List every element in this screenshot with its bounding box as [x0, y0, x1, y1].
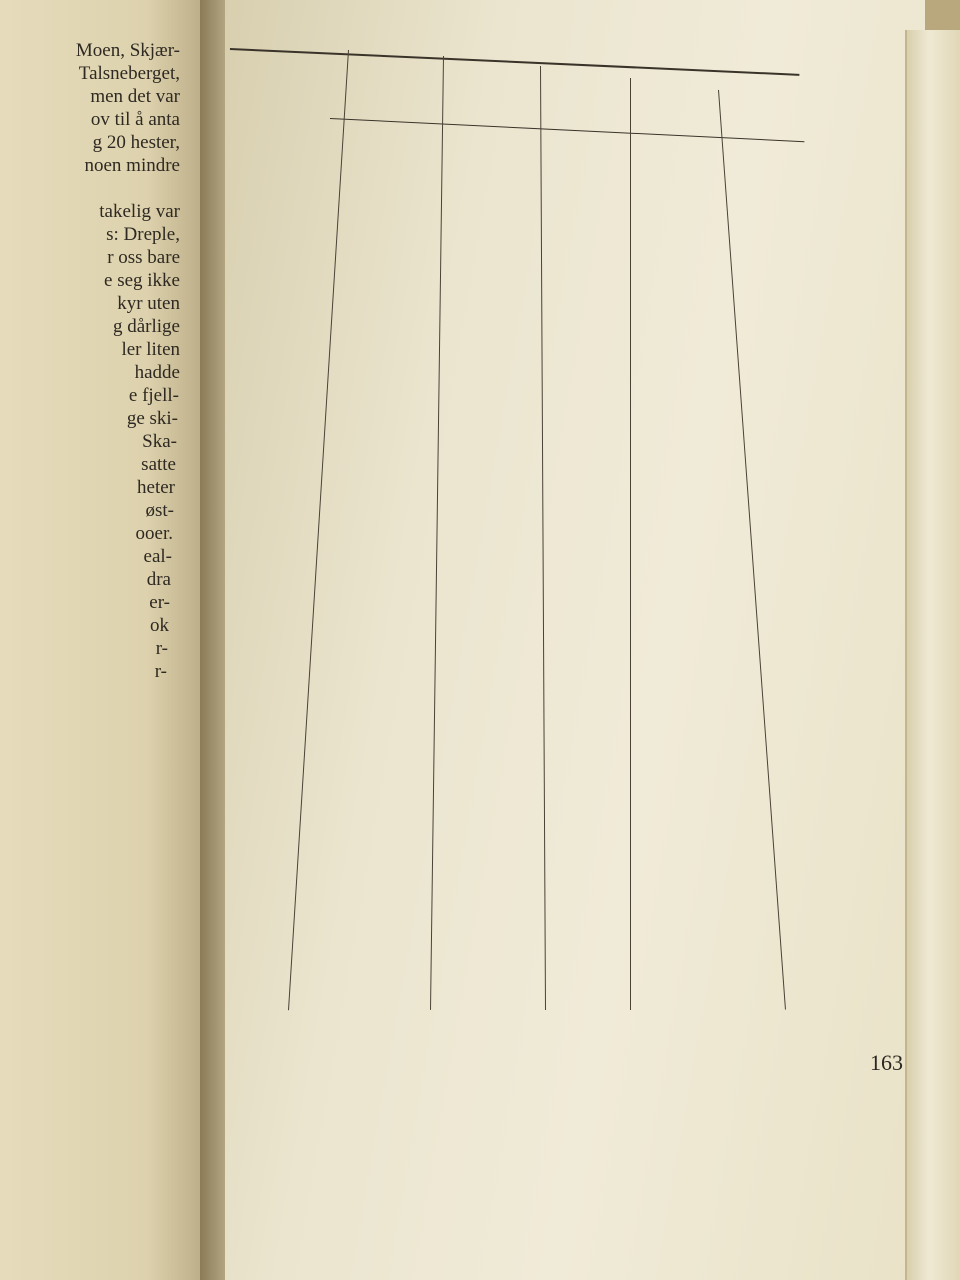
left-page-line: er- [149, 592, 170, 613]
right-page [225, 0, 925, 1280]
left-page-line: ge ski- [126, 408, 178, 429]
left-page-line: men det var [90, 86, 180, 107]
left-page-line: e seg ikke [104, 270, 180, 291]
left-page-line: øst- [145, 500, 174, 521]
left-page-line: g 20 hester, [92, 132, 180, 153]
page-number: 163 [870, 1050, 903, 1075]
page-edge [905, 30, 960, 1280]
left-page-line: g dårlige [112, 316, 180, 337]
left-page-line: Moen, Skjær- [75, 40, 180, 61]
left-page-line: ov til å anta [90, 109, 180, 130]
left-page-line: Talsneberget, [78, 63, 180, 84]
column-divider [630, 78, 631, 1010]
left-page-line: ok [150, 615, 169, 636]
left-page-line: kyr uten [117, 293, 180, 314]
left-page-line: eal- [143, 546, 172, 567]
left-page [0, 0, 210, 1280]
left-page-line: hadde [134, 362, 180, 383]
left-page-line: ler liten [121, 339, 180, 360]
left-page-line: heter [137, 477, 175, 498]
left-page-line: dra [146, 569, 171, 590]
left-page-line: noen mindre [84, 155, 180, 176]
left-page-line: r oss bare [107, 247, 180, 268]
left-page-line: ooer. [135, 523, 173, 544]
left-page-line: satte [141, 454, 176, 475]
left-page-line: s: Dreple, [106, 224, 180, 245]
left-page-line: Ska- [142, 431, 177, 452]
left-page-line: r- [155, 638, 168, 659]
left-page-line: e fjell- [128, 385, 179, 406]
left-page-line: r- [154, 661, 167, 682]
left-page-line: takelig var [99, 201, 180, 222]
